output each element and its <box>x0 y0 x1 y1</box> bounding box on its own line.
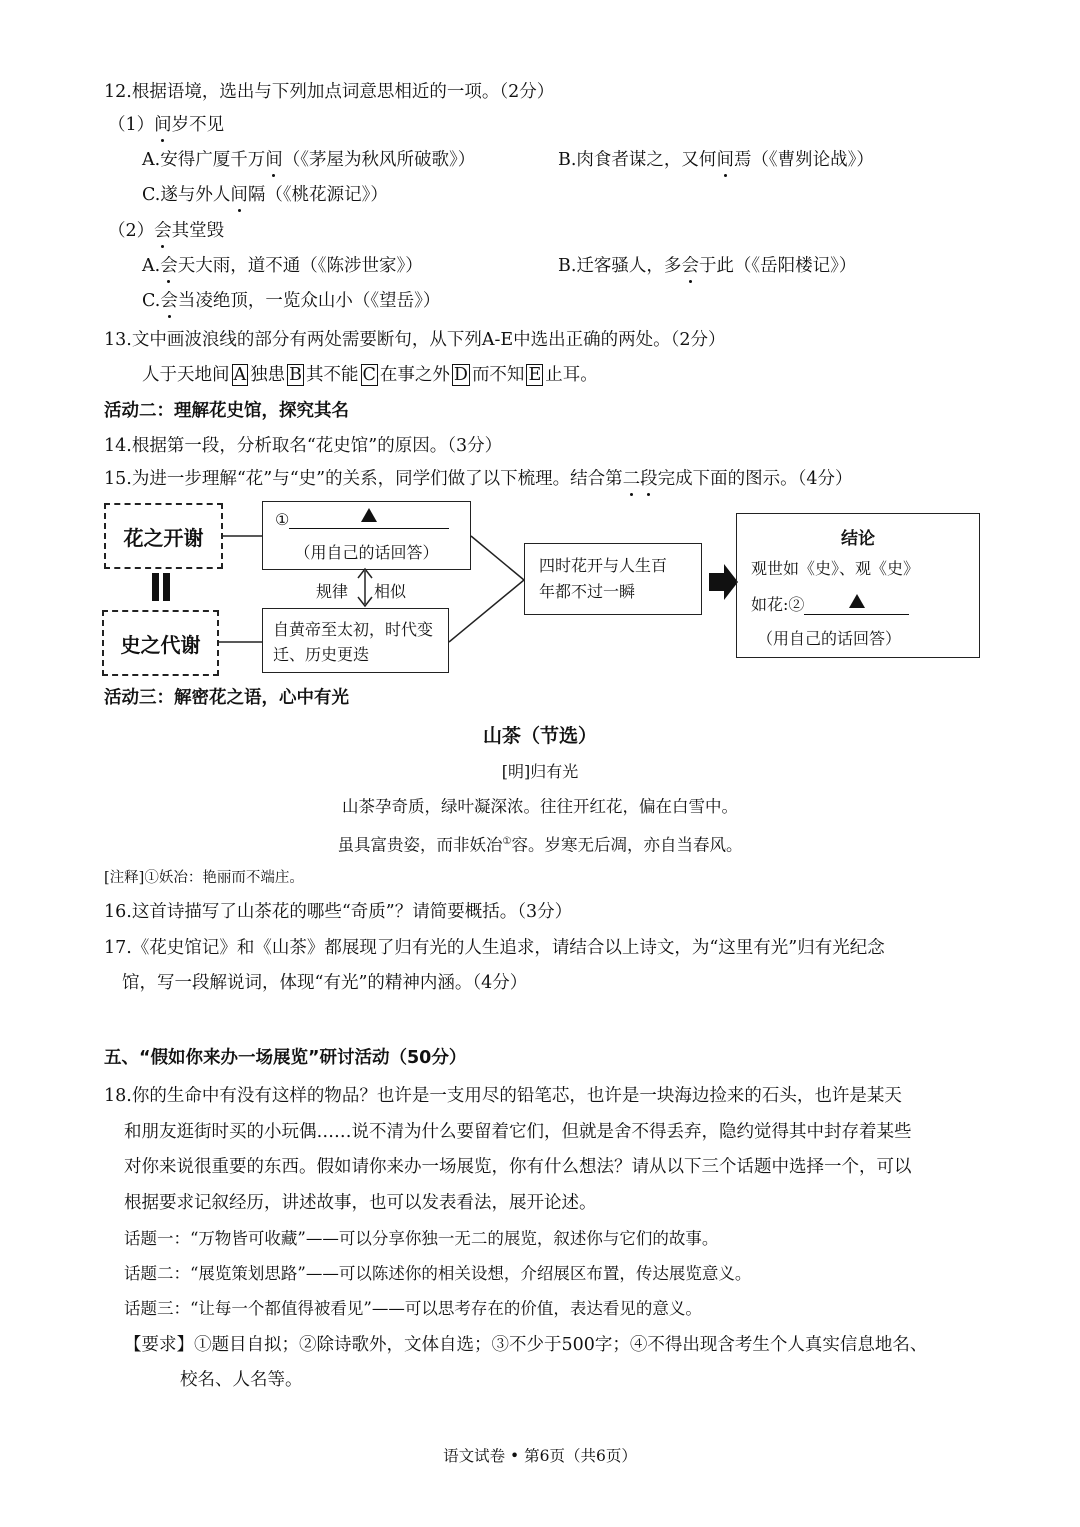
q12-sub1-option-a: A.安得广厦千万间（《茅屋为秋风所破歌》） <box>142 150 476 170</box>
middle-box: 四时花开与人生百 年都不过一瞬 <box>524 543 702 615</box>
conclusion-hint: （用自己的话回答） <box>757 629 902 648</box>
q12-sub2-option-b: B.迁客骚人，多会于此（《岳阳楼记》） <box>558 256 857 276</box>
topic-3: 话题三：“让每一个都值得被看见”——可以思考存在的价值，表达看见的意义。 <box>124 1299 702 1318</box>
conclusion-title: 结论 <box>841 529 875 549</box>
conclusion-box <box>736 513 980 658</box>
blank1-hint: （用自己的话回答） <box>294 543 439 562</box>
q12-title: 12.根据语境，选出与下列加点词意思相近的一项。（2分） <box>104 82 555 102</box>
activity2-heading: 活动二：理解花史馆，探究其名 <box>104 401 349 421</box>
similar-label: 相似 <box>374 582 407 601</box>
q12-sub2-option-a: A.会天大雨，道不通（《陈涉世家》） <box>142 256 423 276</box>
poem-note: [注释]①妖冶：艳丽而不端庄。 <box>104 870 304 886</box>
answer-triangle-icon <box>849 594 865 608</box>
requirements-line-1: 【要求】①题目自拟；②除诗歌外，文体自选；③不少于500字；④不得出现含考生个人真实信息地名、 <box>124 1335 928 1355</box>
q18-line-1: 18.你的生命中有没有这样的物品？也许是一支用尽的铅笔芯，也许是一块海边捡来的石头，也许是某天 <box>104 1086 902 1106</box>
requirements-line-2: 校名、人名等。 <box>180 1370 303 1390</box>
flower-box: 花之开谢 <box>104 503 223 569</box>
q16-title: 16.这首诗描写了山茶花的哪些“奇质”？请简要概括。（3分） <box>104 902 573 922</box>
poem-line-2: 虽具富贵姿，而非妖冶①容。岁寒无后凋，亦自当春风。 <box>337 835 743 855</box>
conclusion-line1: 观世如《史》、观《史》 <box>751 559 920 578</box>
q18-line-3: 对你来说很重要的东西。假如请你来办一场展览，你有什么想法？请从以下三个话题中选择一个，可以 <box>124 1157 912 1177</box>
poem-author: [明]归有光 <box>501 762 579 781</box>
topic-2: 话题二：“展览策划思路”——可以陈述你的相关设想，介绍展区布置，传达展览意义。 <box>124 1264 752 1283</box>
q12-sub1-option-c: C.遂与外人间隔（《桃花源记》） <box>142 185 388 205</box>
rule-label: 规律 <box>316 582 349 601</box>
history-detail-box: 自黄帝至太初，时代变 迁、历史更迭 <box>262 608 449 673</box>
break-box-e: E <box>528 365 542 385</box>
topic-1: 话题一：“万物皆可收藏”——可以分享你独一无二的展览，叙述你与它们的故事。 <box>124 1229 719 1248</box>
q12-sub2: （2）会其堂毁 <box>108 221 225 241</box>
q12-sub1: （1）间岁不见 <box>108 115 225 135</box>
q12-sub1-option-b: B.肉食者谋之，又何间焉（《曹刿论战》） <box>558 150 874 170</box>
answer-triangle-icon <box>361 508 377 522</box>
poem-line-1: 山茶孕奇质，绿叶凝深浓。往往开红花，偏在白雪中。 <box>342 797 738 816</box>
blank1-line: ① <box>275 510 449 529</box>
page-footer: 语文试卷 • 第6页（共6页） <box>443 1447 637 1465</box>
q18-line-4: 根据要求记叙经历，讲述故事，也可以发表看法，展开论述。 <box>124 1193 597 1213</box>
q14-title: 14.根据第一段，分析取名“花史馆”的原因。（3分） <box>104 436 503 456</box>
history-box: 史之代谢 <box>102 610 219 676</box>
break-box-d: D <box>453 365 468 385</box>
activity3-heading: 活动三：解密花之语，心中有光 <box>104 688 349 708</box>
q17-line-2: 馆，写一段解说词，体现“有光”的精神内涵。（4分） <box>122 973 528 993</box>
q15-title: 15.为进一步理解“花”与“史”的关系，同学们做了以下梳理。结合第二段完成下面的图示。（4分） <box>104 469 853 489</box>
q17-line-1: 17.《花史馆记》和《山茶》都展现了归有光的人生追求，请结合以上诗文，为“这里有光”归有光纪念 <box>104 938 885 958</box>
q18-line-2: 和朋友逛街时买的小玩偶……说不清为什么要留着它们，但就是舍不得丢弃，隐约觉得其中封存着某些 <box>124 1122 912 1142</box>
q13-title: 13.文中画波浪线的部分有两处需要断句，从下列A-E中选出正确的两处。（2分） <box>104 330 726 350</box>
blank1-box <box>262 501 471 570</box>
break-box-b: B <box>289 365 303 385</box>
break-box-a: A <box>233 365 247 385</box>
conclusion-line2: 如花:② <box>751 592 909 615</box>
q12-sub2-option-c: C.会当凌绝顶，一览众山小（《望岳》） <box>142 291 441 311</box>
section5-heading: 五、“假如你来办一场展览”研讨活动（50分） <box>104 1048 467 1068</box>
poem-title: 山茶（节选） <box>482 725 597 747</box>
break-box-c: C <box>362 365 376 385</box>
q13-sentence: 人于天地间 A 独患 B 其不能 C 在事之外 D 而不知 E 止耳。 <box>142 365 598 385</box>
